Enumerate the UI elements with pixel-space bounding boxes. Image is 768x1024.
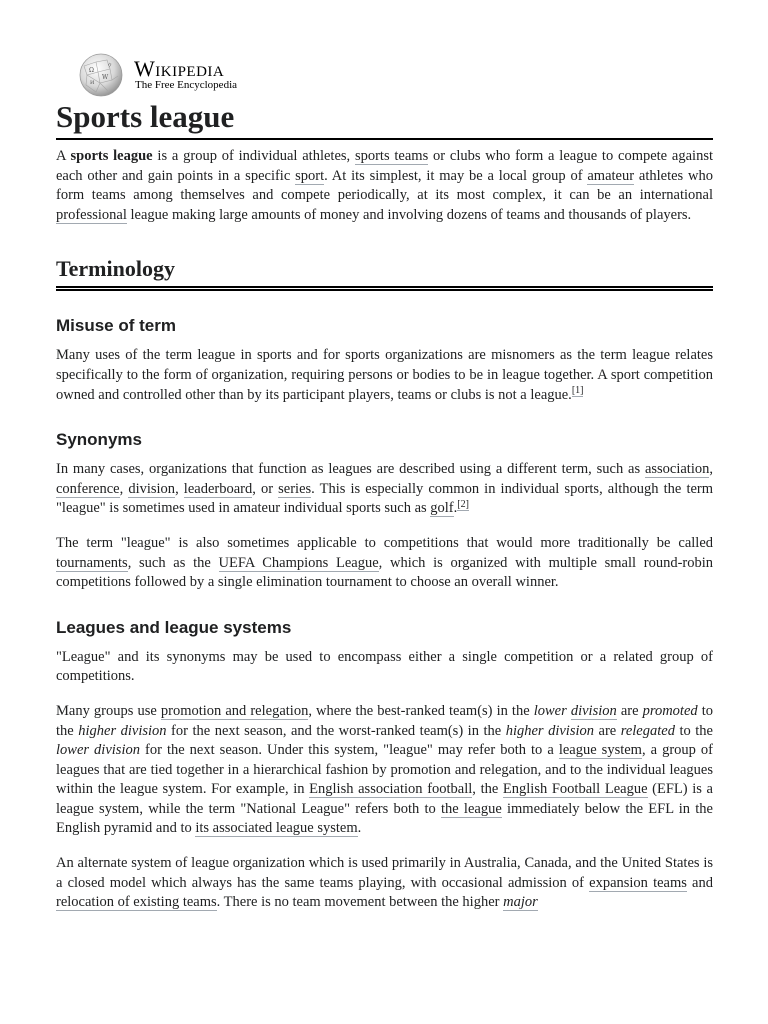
paragraph-text: Many groups use [56, 702, 161, 719]
paragraph-text: . [357, 820, 362, 837]
synonyms-paragraph-1 [56, 460, 713, 519]
separator-text: , [119, 480, 129, 497]
link-uefa-champions-league[interactable]: UEFA Champions League [218, 554, 379, 571]
italic-text: lower [533, 702, 571, 719]
link-english-association-football[interactable]: English association football [309, 781, 473, 798]
svg-text:Ω: Ω [89, 67, 94, 74]
paragraph-text: are [594, 722, 621, 739]
italic-text: lower division [56, 742, 140, 759]
paragraph-text: . There is no team movement between the higher [216, 894, 504, 911]
link-expansion-teams[interactable]: expansion teams [589, 874, 687, 891]
link-amateur[interactable]: amateur [587, 167, 635, 184]
systems-paragraph-2 [56, 702, 713, 839]
link-golf[interactable]: golf [430, 500, 454, 517]
separator-text: , [175, 480, 184, 497]
site-tagline: The Free Encyclopedia [135, 79, 238, 91]
separator-text: , or [252, 480, 279, 497]
subsection-heading-synonyms: Synonyms [56, 430, 142, 450]
link-its-associated-league-system[interactable]: its associated league system [195, 820, 358, 837]
link-the-league[interactable]: the league [440, 800, 502, 817]
paragraph-text: . This is especially common in individual sports, although the term "league" is sometimes used in amateur individual sports such as [56, 480, 714, 517]
link-sports-teams[interactable]: sports teams [354, 148, 429, 164]
link-division[interactable]: division [128, 480, 176, 497]
italic-text: promoted [642, 702, 698, 719]
separator-text: , [709, 461, 713, 478]
reference-marker [457, 499, 469, 511]
link-series[interactable]: series [278, 480, 312, 497]
svg-text:ウ: ウ [107, 63, 113, 69]
paragraph-text: and [686, 874, 713, 891]
intro-text: league making large amounts of money and involving dozens of teams and thousands of players. [126, 206, 692, 223]
section-heading-terminology: Terminology [56, 255, 713, 291]
link-english-football-league[interactable]: English Football League [502, 781, 648, 798]
paragraph-text: , the [472, 781, 503, 798]
intro-text: or clubs who form a league to compete against each other and gain points in a specific [56, 148, 713, 184]
page-title: Sports league [56, 96, 713, 140]
systems-paragraph-1: "League" and its synonyms may be used to encompass either a single competition or a related group of competitions. [56, 648, 713, 685]
link-league-system[interactable]: league system [558, 742, 642, 759]
paragraph-text: immediately below the EFL in the English pyramid and to [56, 800, 713, 837]
intro-paragraph [56, 147, 713, 225]
link-division[interactable]: division [570, 702, 617, 719]
paragraph-text: to the [56, 702, 714, 739]
site-name[interactable]: Wikipedia [134, 56, 225, 81]
reference-marker [572, 385, 584, 397]
reference-link-1[interactable]: [1] [571, 384, 584, 396]
paragraph-text: An alternate system of league organization which is used primarily in Australia, Canada, and the United States is a closed model which always has the same teams playing, with occasional admission of [56, 855, 713, 891]
italic-text: higher division [505, 722, 594, 739]
paragraph-text: , which is organized with multiple small round-robin competitions followed by a single elimination tournament to choose an overall winner. [56, 554, 714, 591]
link-tournaments[interactable]: tournaments [56, 554, 128, 571]
link-association[interactable]: association [644, 461, 710, 478]
intro-bold-term: sports league [70, 148, 153, 164]
paragraph-text: to the [674, 722, 713, 739]
link-sport[interactable]: sport [295, 167, 325, 184]
link-professional[interactable]: professional [56, 206, 127, 223]
reference-link-2[interactable]: [2] [457, 498, 469, 510]
link-conference[interactable]: conference [56, 480, 120, 497]
synonyms-paragraph-2 [56, 534, 713, 593]
svg-text:И: И [90, 80, 95, 86]
link-major[interactable]: major [503, 894, 538, 911]
paragraph-text: (EFL) is a league system, while the term "National League" refers both to [56, 781, 713, 817]
paragraph-text: , a group of leagues that are tied together in a hierarchical fashion by promotion and relegation, and to the individual leagues within the league system. For example, in [56, 742, 714, 798]
italic-text: higher division [78, 722, 167, 739]
subsection-heading-league-systems: Leagues and league systems [56, 617, 292, 637]
paragraph-text: The term "league" is also sometimes applicable to competitions that would more traditionally be called [56, 534, 713, 551]
paragraph-text: . [453, 500, 458, 517]
paragraph-text: , where the best-ranked team(s) in the [308, 702, 534, 719]
intro-text: athletes who form teams among themselves and compete periodically, at its most complex, it can be an international [56, 167, 713, 204]
paragraph-text: Many uses of the term league in sports and for sports organizations are misnomers as the term league relates specifically to the form of organization, requiring persons or bodies to be in league together. A sport competition owned and controlled other than by its participant players, teams or clubs is not a league. [56, 347, 713, 403]
paragraph-text: In many cases, organizations that function as leagues are described using a different term, such as [56, 461, 645, 478]
paragraph-text: for the next season, and the worst-ranked team(s) in the [166, 722, 506, 739]
link-relocation-of-existing-teams[interactable]: relocation of existing teams [56, 894, 217, 911]
svg-text:W: W [102, 74, 109, 81]
italic-text: relegated [620, 722, 675, 739]
paragraph-text: for the next season. Under this system, "league" may refer both to a [139, 742, 559, 759]
article-content [56, 96, 713, 928]
link-promotion-and-relegation[interactable]: promotion and relegation [160, 702, 309, 719]
paragraph-text: , such as the [127, 554, 219, 571]
intro-text: is a group of individual athletes, [152, 148, 355, 164]
subsection-heading-misuse: Misuse of term [56, 316, 176, 336]
intro-text: . At its simplest, it may be a local group of [324, 167, 588, 184]
misuse-paragraph [56, 346, 713, 405]
link-leaderboard[interactable]: leaderboard [183, 480, 253, 497]
paragraph-text: are [616, 702, 643, 719]
intro-text: A [56, 148, 71, 164]
systems-paragraph-3 [56, 854, 713, 913]
wikipedia-globe-icon[interactable] [74, 52, 126, 98]
